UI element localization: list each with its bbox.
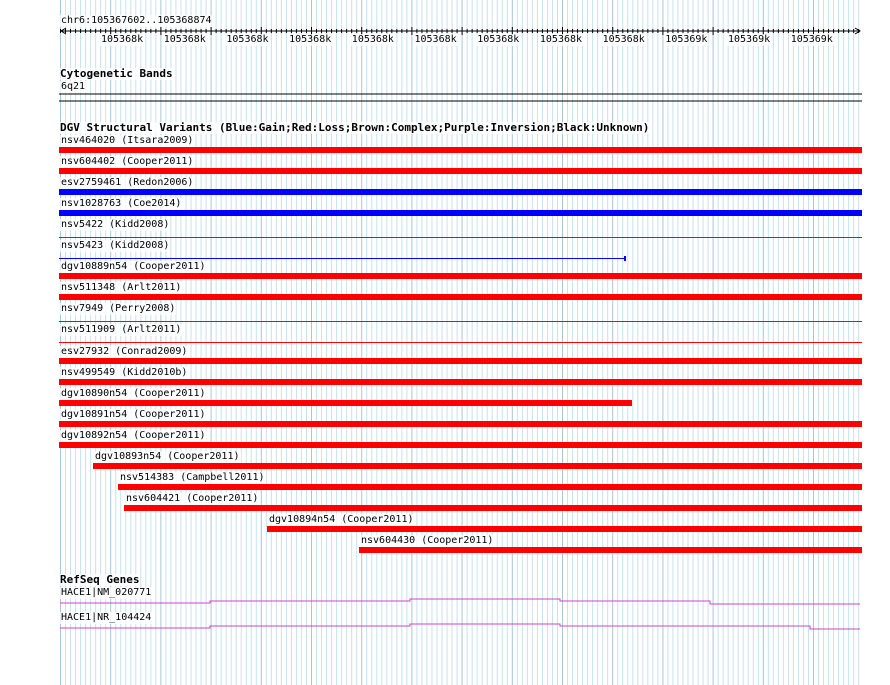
- refseq-gene-glyph[interactable]: [60, 624, 860, 629]
- dgv-feature-label[interactable]: dgv10894n54 (Cooper2011): [269, 513, 414, 525]
- dgv-feature-label[interactable]: dgv10892n54 (Cooper2011): [61, 429, 206, 441]
- refseq-gene-label[interactable]: HACE1|NM_020771: [61, 587, 152, 598]
- refseq-track-title: RefSeq Genes: [60, 573, 140, 586]
- ruler-tick-label: 105368k: [163, 34, 206, 45]
- locus-label: chr6:105367602..105368874: [61, 15, 212, 26]
- refseq-gene-label[interactable]: HACE1|NR_104424: [61, 612, 152, 623]
- dgv-feature-label[interactable]: nsv1028763 (Coe2014): [61, 198, 182, 210]
- ruler-tick-label: 105368k: [101, 34, 144, 45]
- ruler-tick-label: 105369k: [665, 34, 708, 45]
- ruler-tick-label: 105368k: [602, 34, 645, 45]
- dgv-feature-label[interactable]: nsv5423 (Kidd2008): [61, 240, 170, 252]
- dgv-feature-label[interactable]: nsv604430 (Cooper2011): [361, 534, 494, 546]
- dgv-feature-label[interactable]: nsv5422 (Kidd2008): [61, 219, 170, 231]
- cytoband-track-title: Cytogenetic Bands: [60, 67, 173, 80]
- ruler-tick-label: 105368k: [414, 34, 457, 45]
- dgv-feature-label[interactable]: nsv604402 (Cooper2011): [61, 156, 194, 168]
- ruler-tick-label: 105368k: [226, 34, 269, 45]
- dgv-feature-label[interactable]: nsv499549 (Kidd2010b): [61, 366, 188, 378]
- ruler-tick-label: 105369k: [790, 34, 833, 45]
- dgv-feature-label[interactable]: nsv464020 (Itsara2009): [61, 135, 194, 146]
- dgv-feature-label[interactable]: dgv10890n54 (Cooper2011): [61, 387, 206, 399]
- cytoband-label[interactable]: 6q21: [61, 81, 86, 92]
- dgv-feature-label[interactable]: nsv7949 (Perry2008): [61, 303, 176, 315]
- ruler-tick-label: 105368k: [351, 34, 394, 45]
- ruler-tick-label: 105368k: [289, 34, 332, 45]
- dgv-feature-label[interactable]: nsv514383 (Campbell2011): [120, 471, 265, 483]
- refseq-gene-glyph[interactable]: [60, 599, 860, 604]
- dgv-feature-label[interactable]: dgv10889n54 (Cooper2011): [61, 261, 206, 273]
- ruler-tick-label: 105368k: [477, 34, 520, 45]
- dgv-feature-label[interactable]: nsv511348 (Arlt2011): [61, 282, 182, 294]
- ruler-tick-label: 105368k: [539, 34, 583, 45]
- dgv-feature-label[interactable]: nsv604421 (Cooper2011): [126, 492, 259, 504]
- dgv-feature-label[interactable]: nsv511909 (Arlt2011): [61, 324, 182, 336]
- dgv-feature-label[interactable]: dgv10893n54 (Cooper2011): [95, 450, 240, 462]
- dgv-feature-label[interactable]: esv27932 (Conrad2009): [61, 345, 188, 357]
- dgv-feature-label[interactable]: dgv10891n54 (Cooper2011): [61, 408, 206, 420]
- ruler-tick-label: 105369k: [728, 34, 771, 45]
- dgv-track-title: DGV Structural Variants (Blue:Gain;Red:Loss;Brown:Complex;Purple:Inversion;Black:Unknown): [60, 121, 650, 134]
- dgv-feature-label[interactable]: esv2759461 (Redon2006): [61, 177, 194, 189]
